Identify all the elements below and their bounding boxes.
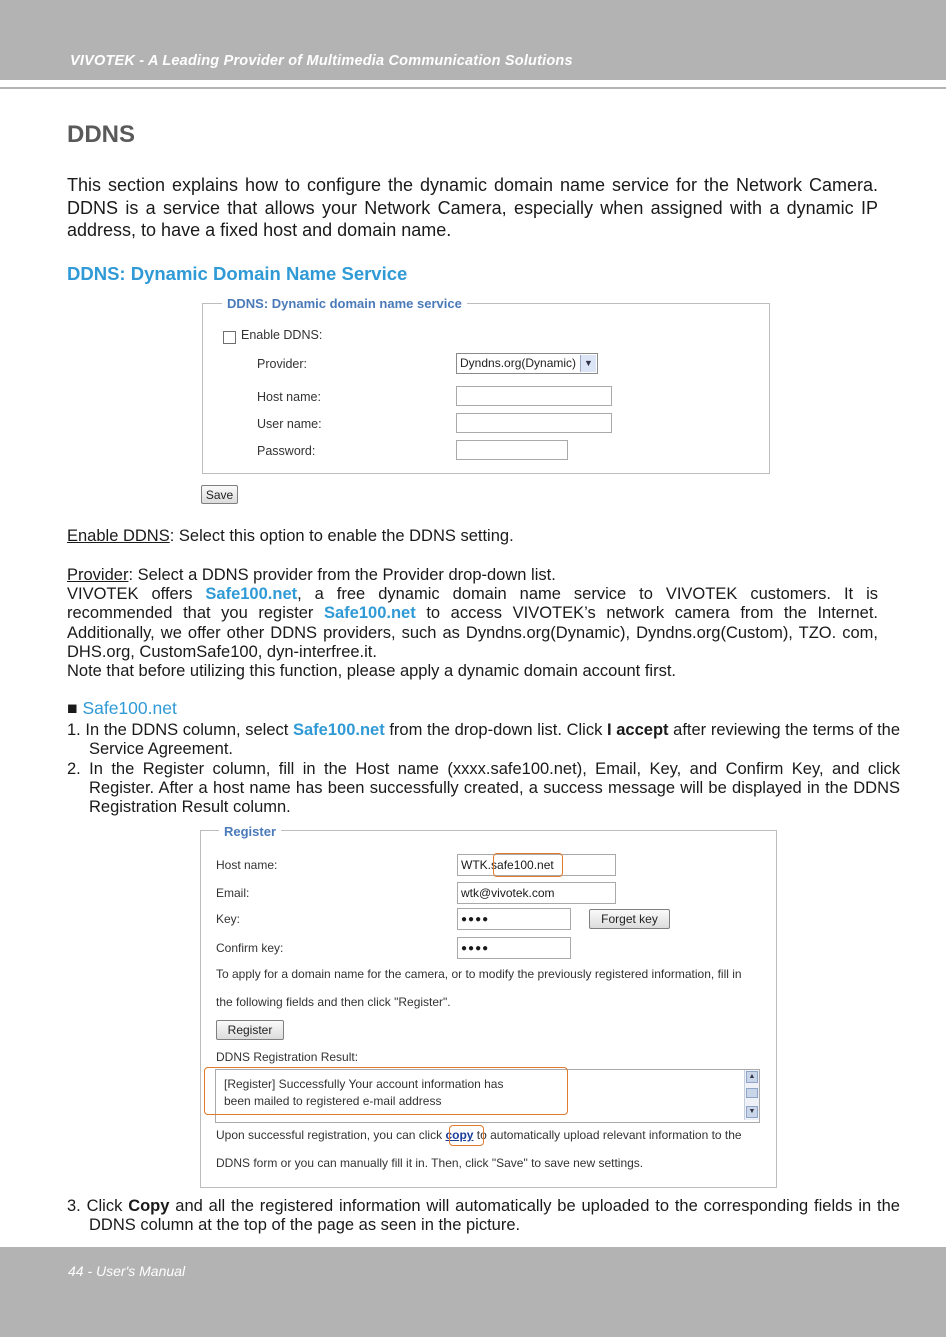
provider-label: Provider:	[257, 357, 308, 371]
section-heading: DDNS: Dynamic Domain Name Service	[67, 263, 408, 284]
host-name-label: Host name:	[257, 390, 321, 404]
header-title: VIVOTEK - A Leading Provider of Multimedia Communication Solutions	[70, 53, 573, 69]
step-1	[67, 721, 900, 759]
page-footer	[0, 1247, 946, 1337]
copy-highlight-box	[449, 1125, 484, 1146]
enable-ddns-description	[67, 527, 878, 546]
reg-host-suffix: safe100.net	[491, 858, 554, 872]
safe100-link: Safe100.net	[205, 585, 298, 604]
copy-link[interactable]: copy	[445, 1128, 474, 1142]
password-input[interactable]	[456, 440, 568, 460]
footer-page-label: 44 - User's Manual	[68, 1263, 186, 1279]
reg-email-input[interactable]: wtk@vivotek.com	[457, 882, 616, 904]
step-2: 2. In the Register column, fill in the Host name (xxxx.safe100.net), Email, Key, and Confirm Key, and click Register. After a host name has been successfully created, a success message will be displayed in the DDNS Registration Result column.	[67, 760, 900, 817]
reg-host-prefix: WTK	[461, 858, 488, 872]
scroll-thumb[interactable]	[746, 1088, 758, 1098]
provider-value: Dyndns.org(Dynamic)	[460, 356, 577, 370]
password-label: Password:	[257, 444, 316, 458]
step1-text-c: after reviewing the terms of the Service Agreement.	[89, 721, 901, 759]
step1-accept: I accept	[607, 721, 669, 739]
register-legend: Register	[219, 824, 281, 839]
reg-instruction-1: To apply for a domain name for the camera, or to modify the previously registered information, fill in	[216, 967, 742, 981]
register-form-screenshot	[200, 824, 777, 1188]
ddns-form-legend: DDNS: Dynamic domain name service	[222, 296, 467, 311]
after-reg-line2: DDNS form or you can manually fill it in. Then, click "Save" to save new settings.	[216, 1156, 644, 1170]
provider-text-c: to access VIVOTEK’s network camera from the Internet. Additionally, we offer other DDNS providers, such as Dyndns.org(Dynamic), Dyndns.org(Custom), TZO. com, DHS.org, CustomSafe100, dyn-interfree.it.	[67, 604, 878, 661]
result-scrollbar[interactable]	[744, 1070, 759, 1120]
save-button[interactable]: Save	[201, 485, 238, 504]
reg-key-label: Key:	[216, 912, 241, 926]
host-name-input[interactable]	[456, 386, 612, 406]
after-text-b: to automatically upload relevant information to the	[473, 1128, 742, 1142]
reg-email-label: Email:	[216, 886, 250, 900]
reg-key-input[interactable]: ●●●●	[457, 908, 571, 930]
provider-text-b: , a free dynamic domain name service to VIVOTEK customers. It is recommended that you register	[67, 585, 879, 623]
safe100-title: Safe100.net	[82, 698, 177, 718]
page-header	[0, 0, 946, 80]
reg-result-line2: been mailed to registered e-mail address	[224, 1094, 442, 1108]
provider-select[interactable]	[456, 353, 598, 374]
step1-safe100: Safe100.net	[292, 721, 385, 739]
page-title: DDNS	[67, 121, 136, 148]
register-button[interactable]: Register	[216, 1020, 284, 1040]
bullet-icon: ■	[67, 698, 83, 718]
forget-key-button[interactable]: Forget key	[589, 909, 670, 929]
provider-term: Provider	[67, 566, 129, 584]
reg-host-label: Host name:	[216, 858, 278, 872]
safe100-link: Safe100.net	[324, 604, 416, 623]
step1-text-a: 1. In the DDNS column, select	[67, 721, 293, 739]
reg-result-label: DDNS Registration Result:	[216, 1050, 359, 1064]
header-divider	[0, 87, 946, 89]
host-highlight-box	[493, 853, 563, 877]
step3-copy: Copy	[128, 1197, 170, 1215]
provider-description	[67, 566, 878, 681]
ddns-form-screenshot	[202, 296, 770, 474]
reg-confirm-label: Confirm key:	[216, 941, 284, 955]
chevron-down-icon[interactable]: ▼	[580, 355, 596, 372]
step3-text-b: and all the registered information will automatically be uploaded to the corresponding fields in the DDNS column at the top of the page as seen in the picture.	[89, 1197, 900, 1235]
safe100-subheading	[67, 699, 878, 718]
provider-line	[67, 566, 878, 585]
enable-ddns-desc: : Select this option to enable the DDNS setting.	[169, 527, 514, 545]
provider-note: Note that before utilizing this function, please apply a dynamic domain account first.	[67, 662, 677, 681]
scroll-up-icon[interactable]: ▲	[746, 1071, 758, 1083]
enable-ddns-checkbox[interactable]	[223, 331, 236, 344]
reg-host-input[interactable]: WTK.safe100.net	[457, 854, 616, 876]
provider-paragraph	[67, 585, 878, 662]
enable-ddns-term: Enable DDNS	[67, 527, 170, 545]
step-3	[67, 1197, 900, 1235]
intro-paragraph: This section explains how to configure the dynamic domain name service for the Network Camera. DDNS is a service that allows your Network Camera, especially when assigned with a dynamic IP address, to have a fixed host and domain name.	[67, 175, 878, 240]
user-name-label: User name:	[257, 417, 322, 431]
provider-text-a: VIVOTEK offers	[67, 585, 206, 604]
reg-confirm-input[interactable]: ●●●●	[457, 937, 571, 959]
step1-text-b: from the drop-down list. Click	[384, 721, 607, 739]
enable-ddns-label: Enable DDNS:	[241, 328, 323, 342]
user-name-input[interactable]	[456, 413, 612, 433]
step3-text-a: 3. Click	[67, 1197, 129, 1215]
reg-instruction-2: the following fields and then click "Register".	[216, 995, 451, 1009]
after-text-a: Upon successful registration, you can click	[216, 1128, 446, 1142]
reg-result-line1: [Register] Successfully Your account information has	[224, 1077, 504, 1091]
scroll-down-icon[interactable]: ▼	[746, 1106, 758, 1118]
result-highlight-box	[204, 1067, 568, 1115]
provider-line1: : Select a DDNS provider from the Provider drop-down list.	[128, 566, 556, 584]
